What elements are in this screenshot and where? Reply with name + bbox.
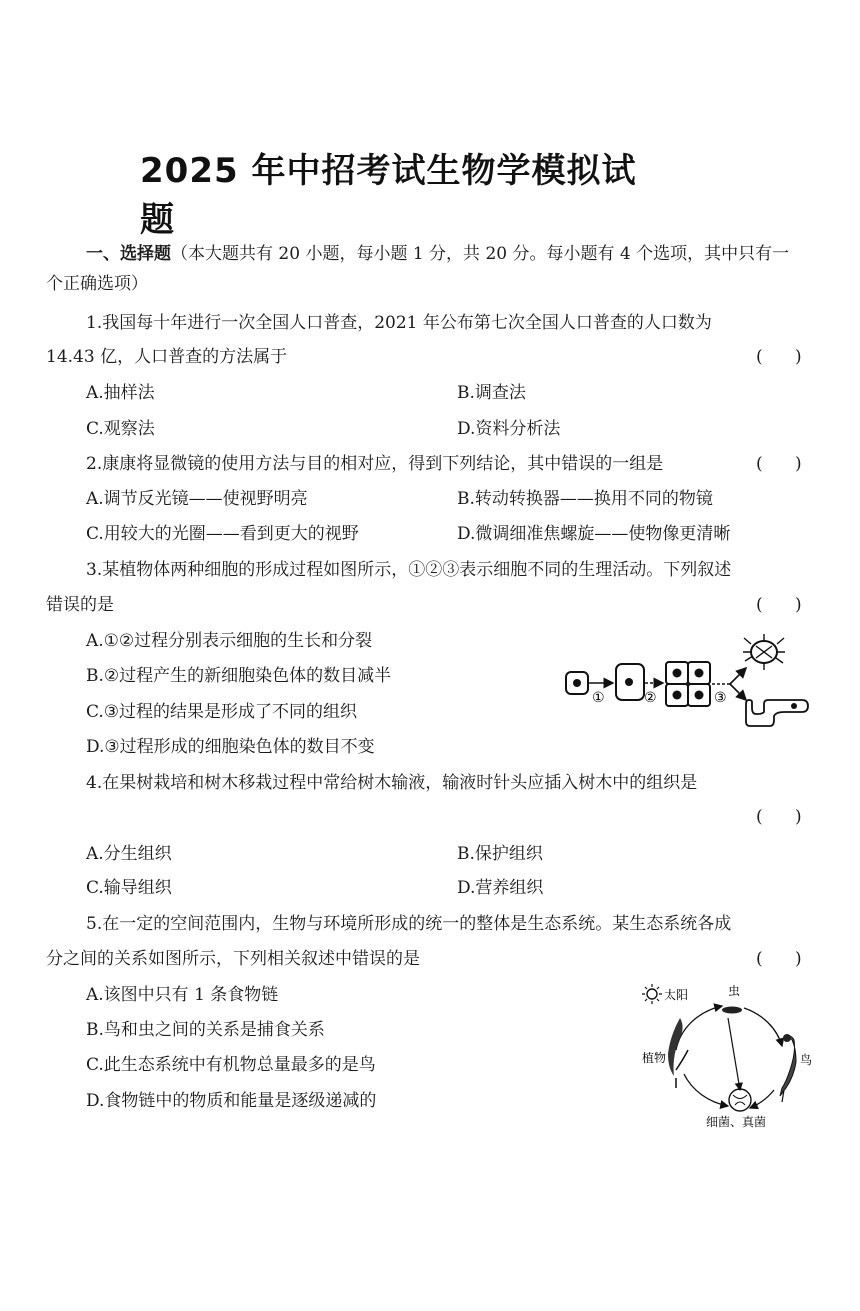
question-4-stem: 4.在果树栽培和树木移栽过程中常给树木输液，输液时针头应插入树木中的组织是: [86, 773, 698, 793]
process-3-label: ③: [714, 690, 727, 706]
question-1-stem-cont: 14.43 亿，人口普查的方法属于: [46, 347, 288, 367]
insect-icon: [722, 1007, 742, 1014]
question-5-option-b[interactable]: B.鸟和虫之间的关系是捕食关系: [86, 1020, 325, 1040]
question-5-option-c[interactable]: C.此生态系统中有机物总量最多的是鸟: [86, 1055, 376, 1075]
question-5-answer-blank[interactable]: ( ): [756, 949, 802, 969]
question-5-option-d[interactable]: D.食物链中的物质和能量是逐级递减的: [86, 1091, 377, 1111]
question-3-option-a[interactable]: A.①②过程分别表示细胞的生长和分裂: [86, 631, 373, 651]
ecosystem-figure: [636, 978, 820, 1130]
root-hair-cell-icon: [746, 700, 808, 726]
question-2-option-c[interactable]: C.用较大的光圈——看到更大的视野: [86, 524, 359, 544]
question-4-option-b[interactable]: B.保护组织: [457, 844, 543, 864]
question-4-answer-blank[interactable]: ( ): [756, 807, 802, 827]
question-4-option-d[interactable]: D.营养组织: [457, 878, 544, 898]
decomposer-label: 细菌、真菌: [706, 1115, 767, 1129]
question-1-option-c[interactable]: C.观察法: [86, 419, 155, 439]
section-note: （本大题共有 20 小题，每小题 1 分，共 20 分。每小题有 4 个选项，其中只有一: [171, 244, 790, 264]
question-5-stem: 5.在一定的空间范围内，生物与环境所形成的统一的整体是生态系统。某生态系统各成: [86, 914, 732, 934]
bird-label: 鸟: [800, 1053, 813, 1067]
bird-icon: [780, 1034, 796, 1102]
cell-process-figure: [556, 630, 816, 734]
question-2-stem: 2.康康将显微镜的使用方法与目的相对应，得到下列结论，其中错误的一组是: [86, 454, 664, 474]
question-1-option-b[interactable]: B.调查法: [457, 383, 526, 403]
plant-label: 植物: [642, 1051, 667, 1065]
sun-icon: [642, 984, 662, 1004]
question-3-answer-blank[interactable]: ( ): [756, 595, 802, 615]
question-4-option-a[interactable]: A.分生组织: [86, 844, 172, 864]
page-title: 2025 年中招考试生物学模拟试题: [140, 151, 637, 240]
question-2-option-d[interactable]: D.微调细准焦螺旋——使物像更清晰: [457, 524, 731, 544]
section-heading: 一、选择题: [86, 244, 171, 264]
question-2-option-b[interactable]: B.转动转换器——换用不同的物镜: [457, 489, 713, 509]
section-header: [86, 243, 789, 265]
question-4-option-c[interactable]: C.输导组织: [86, 878, 172, 898]
bacteria-fungi-icon: [729, 1089, 751, 1111]
question-1-answer-blank[interactable]: ( ): [756, 347, 802, 367]
guard-cell-icon: [743, 634, 785, 670]
question-2-option-a[interactable]: A.调节反光镜——使视野明亮: [86, 489, 308, 509]
insect-label: 虫: [728, 984, 741, 998]
question-5-stem-cont: 分之间的关系如图所示，下列相关叙述中错误的是: [46, 949, 420, 969]
question-3-option-c[interactable]: C.③过程的结果是形成了不同的组织: [86, 702, 358, 722]
question-1-stem: 1.我国每十年进行一次全国人口普查，2021 年公布第七次全国人口普查的人口数为: [86, 313, 712, 333]
question-1-option-a[interactable]: A.抽样法: [86, 383, 155, 403]
section-note-cont: 个正确选项）: [46, 274, 148, 294]
sun-label: 太阳: [664, 988, 689, 1002]
question-1-option-d[interactable]: D.资料分析法: [457, 419, 561, 439]
question-2-answer-blank[interactable]: ( ): [756, 454, 802, 474]
process-1-label: ①: [592, 690, 605, 706]
question-3-stem: 3.某植物体两种细胞的形成过程如图所示，①②③表示细胞不同的生理活动。下列叙述: [86, 560, 732, 580]
question-3-option-d[interactable]: D.③过程形成的细胞染色体的数目不变: [86, 737, 375, 757]
process-2-label: ②: [644, 690, 657, 706]
question-3-stem-cont: 错误的是: [46, 595, 114, 615]
question-5-option-a[interactable]: A.该图中只有 1 条食物链: [86, 985, 279, 1005]
question-3-option-b[interactable]: B.②过程产生的新细胞染色体的数目减半: [86, 666, 392, 686]
